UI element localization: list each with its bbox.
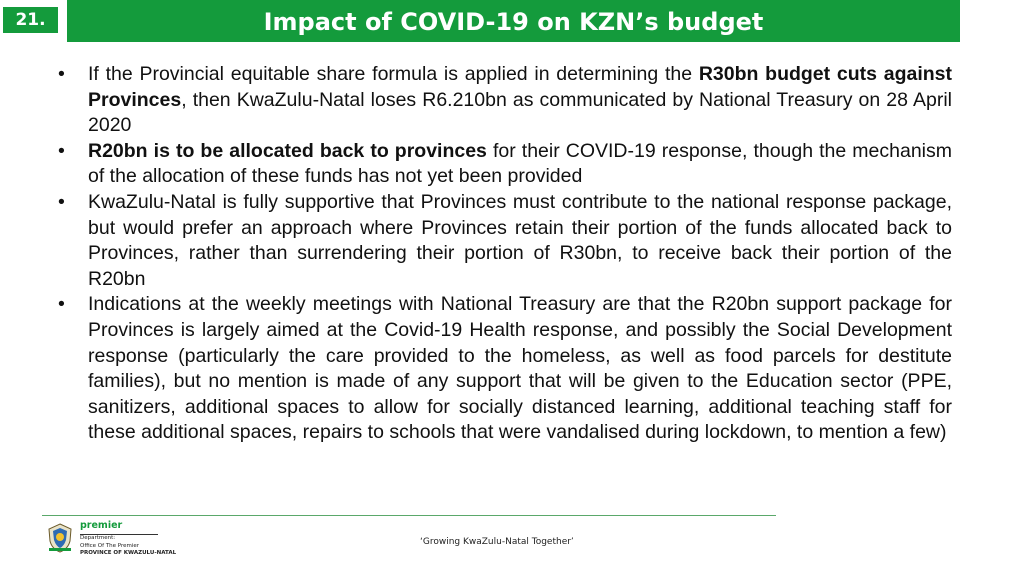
footer-divider <box>42 515 776 516</box>
bullet-bold-text: R20bn is to be allocated back to provinces <box>88 139 487 162</box>
slide-title: Impact of COVID-19 on KZN’s budget <box>67 0 960 42</box>
premier-logo <box>80 520 180 558</box>
bullet-text: If the Provincial equitable share formula is applied in determining the <box>88 63 699 85</box>
slide-number: 21. <box>3 7 58 33</box>
bullet-bold-text: R30bn budget cuts against Provinces <box>88 63 952 111</box>
bullet-list <box>58 62 952 446</box>
bullet-dot-icon: • <box>58 63 65 85</box>
footer-slogan: ‘Growing KwaZulu-Natal Together’ <box>420 537 574 547</box>
bullet-text: for their COVID-19 response, though the mechanism of the allocation of these funds has not yet been provided <box>88 139 952 188</box>
bullet-item <box>58 62 952 139</box>
bullet-text: KwaZulu-Natal is fully supportive that Provinces must contribute to the national response package, but would prefer an approach where Provinces retain their portion of the funds allocated back to Provinces, rather than surrendering their portion of R30bn, to receive back their portion of the R20bn <box>88 190 952 290</box>
bullet-dot-icon: • <box>58 190 65 213</box>
bullet-item <box>58 292 952 446</box>
coat-of-arms-icon <box>44 522 76 554</box>
bullet-text: , then KwaZulu-Natal loses R6.210bn as communicated by National Treasury on 28 April 2020 <box>88 88 952 137</box>
logo-brand: premier <box>80 520 158 535</box>
bullet-dot-icon: • <box>58 139 65 162</box>
bullet-dot-icon: • <box>58 293 65 316</box>
bullet-item <box>58 139 952 190</box>
logo-line-department: Department: <box>80 535 116 541</box>
bullet-item <box>58 190 952 292</box>
logo-line-province: PROVINCE OF KWAZULU-NATAL <box>80 550 177 556</box>
bullet-text: Indications at the weekly meetings with National Treasury are that the R20bn support package for Provinces is largely aimed at the Covid-19 Health response, and possibly the Social Development response (particularly the care provided to the homeless, as well as food parcels for destitute families), but no mention is made of any support that will be given to the Education sector (PPE, sanitizers, additional spaces to allow for socially distanced learning, additional teaching staff for these additional spaces, repairs to schools that were vandalised during lockdown, to mention a few) <box>88 293 952 444</box>
logo-line-office: Office Of The Premier <box>80 542 140 549</box>
